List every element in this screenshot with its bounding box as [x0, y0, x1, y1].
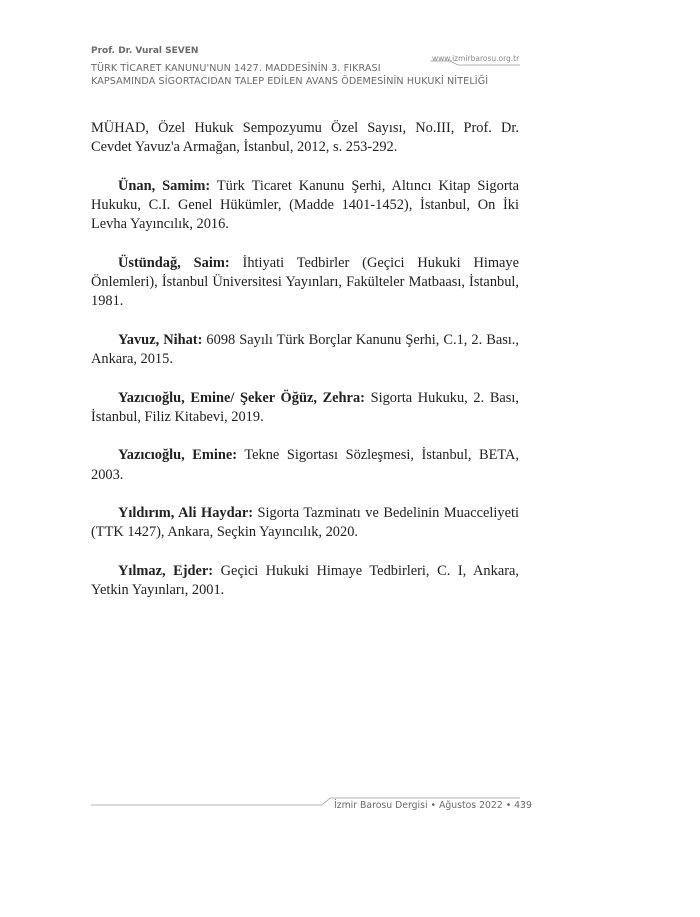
header-title-line: KAPSAMINDA SİGORTACIDAN TALEP EDİLEN AVANS ÖDEMESİNİN HUKUKİ NİTELİĞİ: [91, 76, 489, 87]
entry-author: Ünan, Samim:: [118, 177, 211, 194]
entry-author: Yavuz, Nihat:: [118, 331, 203, 348]
entry-text: Sigorta Hukuku, 2. Bası, İstanbul, Filiz Kitabevi, 2019.: [91, 389, 520, 425]
entry-text: Geçici Hukuki Himaye Tedbirleri, C. I, Ankara, Yetkin Yayınları, 2001.: [91, 562, 519, 599]
bibliography-entry: [91, 331, 519, 369]
bibliography: [91, 119, 519, 620]
entry-text: Tekne Sigortası Sözleşmesi, İstanbul, BETA, 2003.: [91, 447, 520, 483]
bibliography-entry: [91, 504, 519, 542]
bibliography-entry: [91, 446, 519, 484]
footer-journal-info: İzmir Barosu Dergisi • Ağustos 2022 • 439: [334, 800, 532, 811]
entry-author: Yazıcıoğlu, Emine/ Şeker Öğüz, Zehra:: [118, 389, 365, 406]
bibliography-entry: [91, 119, 519, 157]
bibliography-entry: [91, 177, 519, 235]
bibliography-entry: [91, 254, 519, 312]
header-author: Prof. Dr. Vural SEVEN: [91, 46, 199, 56]
entry-text: 6098 Sayılı Türk Borçlar Kanunu Şerhi, C.1, 2. Bası., Ankara, 2015.: [91, 331, 520, 367]
entry-author: Üstündağ, Saim:: [118, 254, 230, 271]
bibliography-entry: [91, 389, 519, 427]
header-title-line: TÜRK TİCARET KANUNU'NUN 1427. MADDESİNİN 3. FIKRASI: [91, 63, 381, 74]
entry-author: Yılmaz, Ejder:: [118, 562, 214, 579]
entry-author: Yıldırım, Ali Haydar:: [118, 505, 253, 522]
entry-text: Sigorta Tazminatı ve Bedelinin Muacceliyeti (TTK 1427), Ankara, Seçkin Yayıncılık, 2020.: [91, 505, 519, 541]
entry-text: İhtiyati Tedbirler (Geçici Hukuki Himaye Önlemleri), İstanbul Üniversitesi Yayınları, Fakülteler Matbaası, İstanbul, 1981.: [91, 254, 520, 310]
entry-author: Yazıcıoğlu, Emine:: [118, 447, 238, 464]
header-url: www.izmirbarosu.org.tr: [432, 54, 520, 63]
entry-text: MÜHAD, Özel Hukuk Sempozyumu Özel Sayısı, No.III, Prof. Dr. Cevdet Yavuz'a Armağan, İstanbul, 2012, s. 253-292.: [91, 120, 519, 156]
entry-text: Türk Ticaret Kanunu Şerhi, Altıncı Kitap Sigorta Hukuku, C.I. Genel Hükümler, (Madde 1401-1452), İstanbul, On İki Levha Yayıncılık, 2016.: [91, 177, 519, 233]
bibliography-entry: [91, 562, 519, 600]
